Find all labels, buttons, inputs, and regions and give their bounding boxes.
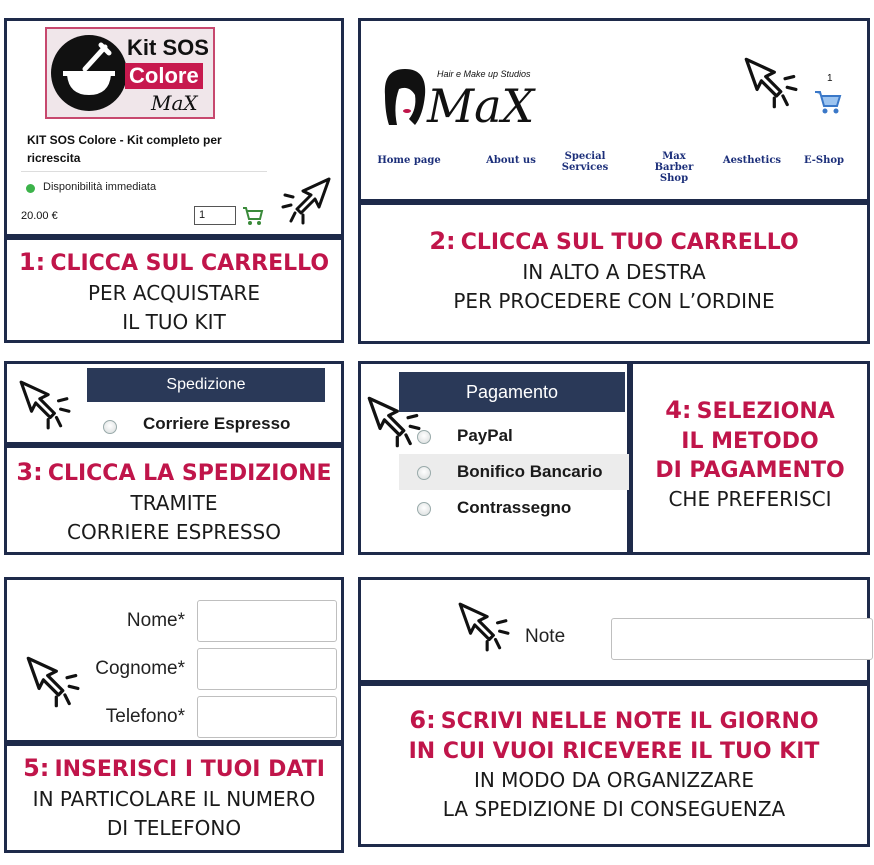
step3-line1: TRAMITE: [130, 491, 218, 515]
panel-payment: [358, 361, 630, 555]
label-note: Note: [525, 626, 566, 647]
cursor-icon: [739, 55, 801, 111]
payment-option-paypal[interactable]: PayPal: [457, 426, 513, 445]
panel-shipping: [4, 361, 344, 445]
nav-eshop[interactable]: E-Shop: [803, 155, 845, 166]
step2-line1: IN ALTO A DESTRA: [522, 260, 706, 284]
label-nome: Nome*: [126, 610, 185, 631]
product-title[interactable]: KIT SOS Colore - Kit completo per ricrescita: [27, 133, 222, 165]
step6-box: [358, 683, 870, 847]
step2-line2: PER PROCEDERE CON L’ORDINE: [453, 289, 775, 313]
bowl-brush-icon: [49, 33, 129, 113]
price: 20.00 €: [21, 210, 58, 222]
cart-icon[interactable]: [813, 89, 843, 115]
step3-box: [4, 445, 344, 555]
payment-option-contrassegno[interactable]: Contrassegno: [457, 498, 572, 517]
cursor-icon: [13, 378, 75, 432]
step4-number: 4:: [665, 396, 692, 424]
panel-product: [4, 18, 344, 237]
face-logo-icon: [379, 65, 429, 135]
kit-logo-brand: MaX: [151, 91, 198, 115]
payment-header: Pagamento: [399, 372, 625, 412]
nav-barber-shop[interactable]: Max Barber Shop: [654, 151, 694, 184]
nav-home[interactable]: Home page: [377, 155, 441, 166]
step1-number: 1:: [18, 248, 46, 276]
nome-input[interactable]: [197, 600, 337, 642]
kit-logo: [45, 27, 215, 119]
cursor-icon: [451, 600, 515, 654]
quantity-input[interactable]: 1: [194, 206, 236, 225]
step1-line1: PER ACQUISTARE: [87, 281, 261, 305]
site-tagline: Hair e Make up Studios: [437, 69, 531, 79]
divider: [21, 171, 267, 172]
panel-customer-data: [4, 577, 344, 743]
payment-row-paypal[interactable]: [399, 418, 629, 454]
step6-number: 6:: [409, 706, 436, 734]
step2-number: 2:: [429, 227, 456, 255]
cursor-icon: [19, 654, 85, 710]
add-to-cart-icon[interactable]: [242, 206, 264, 226]
step5-line1: IN PARTICOLARE IL NUMERO: [32, 787, 316, 811]
label-telefono: Telefono*: [105, 706, 185, 727]
step4-headline1: SELEZIONA: [696, 399, 835, 424]
step4-line1: CHE PREFERISCI: [668, 487, 832, 511]
step1-headline: CLICCA SUL CARRELLO: [50, 251, 330, 276]
step3-headline: CLICCA LA SPEDIZIONE: [47, 461, 332, 486]
payment-radio-contrassegno[interactable]: [417, 502, 431, 516]
step4-box: [630, 361, 870, 555]
cursor-icon: [277, 175, 337, 227]
shipping-radio[interactable]: [103, 420, 117, 434]
note-input[interactable]: [611, 618, 873, 660]
nav-special-services[interactable]: Special Services: [561, 151, 609, 173]
step1-line2: IL TUO KIT: [122, 310, 226, 334]
shipping-option-label[interactable]: Corriere Espresso: [143, 414, 291, 433]
nav-aesthetics[interactable]: Aesthetics: [722, 155, 782, 166]
cognome-input[interactable]: [197, 648, 337, 690]
step5-number: 5:: [23, 754, 50, 782]
step5-box: [4, 743, 344, 853]
step3-number: 3:: [16, 458, 43, 486]
nav-about[interactable]: About us: [486, 155, 536, 166]
step2-headline: CLICCA SUL TUO CARRELLO: [460, 230, 799, 255]
payment-option-bonifico[interactable]: Bonifico Bancario: [457, 462, 603, 481]
step2-box: [358, 202, 870, 344]
step6-line2: LA SPEDIZIONE DI CONSEGUENZA: [442, 797, 786, 821]
telefono-input[interactable]: [197, 696, 337, 738]
payment-radio-bonifico[interactable]: [417, 466, 431, 480]
panel-notes: [358, 577, 870, 683]
cursor-icon: [361, 394, 425, 450]
availability-text: Disponibilità immediata: [43, 181, 157, 193]
step6-headline2: IN CUI VUOI RICEVERE IL TUO KIT: [408, 739, 820, 764]
step4-headline3: DI PAGAMENTO: [655, 458, 845, 483]
cart-count: 1: [827, 73, 833, 84]
step5-line2: DI TELEFONO: [106, 816, 242, 840]
label-cognome: Cognome*: [95, 658, 185, 679]
kit-logo-title2: Colore: [125, 63, 203, 89]
step4-headline2: IL METODO: [681, 429, 819, 454]
panel-site-header: [358, 18, 870, 202]
availability-dot-icon: [26, 184, 35, 193]
step3-line2: CORRIERE ESPRESSO: [67, 520, 281, 544]
step1-box: [4, 237, 344, 343]
step5-headline: INSERISCI I TUOI DATI: [54, 757, 325, 782]
step6-headline1: SCRIVI NELLE NOTE IL GIORNO: [440, 709, 819, 734]
shipping-header: Spedizione: [87, 368, 325, 402]
site-brand: MaX: [427, 79, 535, 133]
step6-line1: IN MODO DA ORGANIZZARE: [473, 768, 755, 792]
kit-logo-title1: Kit SOS: [127, 35, 209, 60]
